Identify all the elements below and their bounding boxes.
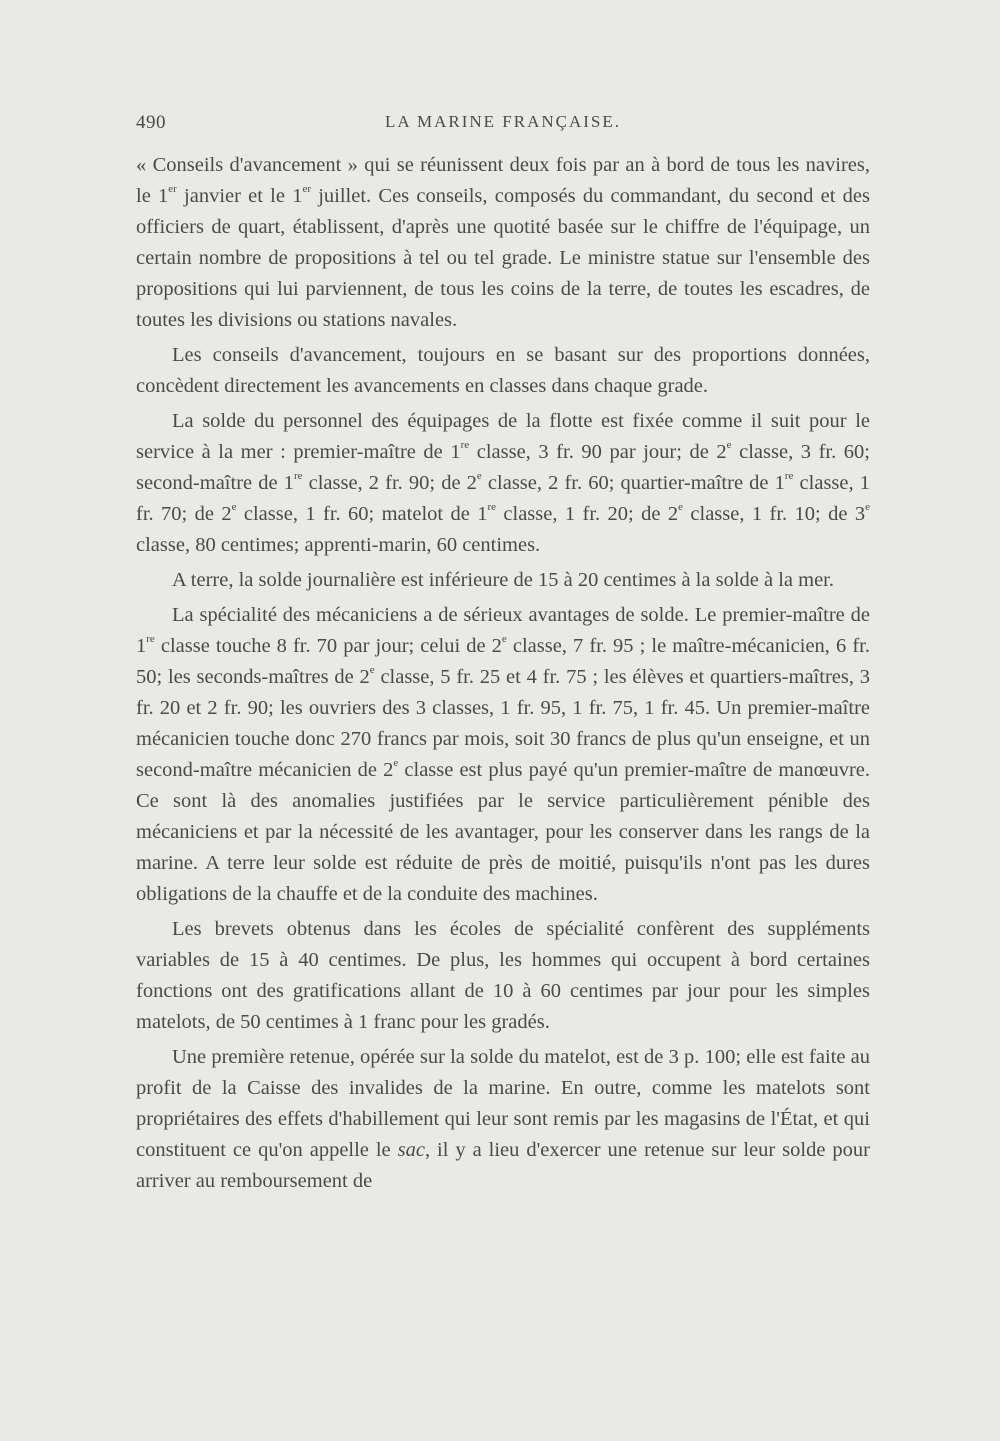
paragraph-1: « Conseils d'avancement » qui se réunissent deux fois par an à bord de tous les navires, le 1er janvier et le 1er juillet. Ces conseils, composés du commandant, du second et des officiers de quart, établissent, d'après une quotité basée sur le chiffre de l'équipage, un certain nombre de propositions à tel ou tel grade. Le ministre statue sur l'ensemble des propositions qui lui parviennent, de tous les coins de la terre, de toutes les escadres, de toutes les divisions ou stations navales.: [136, 154, 870, 331]
paragraph-3: La solde du personnel des équipages de la flotte est fixée comme il suit pour le service à la mer : premier-maître de 1re classe, 3 fr. 90 par jour; de 2e classe, 3 fr. 60; second-maître de 1re classe, 2 fr. 90; de 2e classe, 2 fr. 60; quartier-maître de 1re classe, 1 fr. 70; de 2e classe, 1 fr. 60; matelot de 1re classe, 1 fr. 20; de 2e classe, 1 fr. 10; de 3e classe, 80 centimes; apprenti-marin, 60 centimes.: [136, 410, 871, 556]
running-title: LA MARINE FRANÇAISE.: [385, 112, 621, 131]
paragraph-2: Les conseils d'avancement, toujours en se basant sur des proportions données, concèdent directement les avancements en classes dans chaque grade.: [136, 344, 870, 397]
paragraph-7: Une première retenue, opérée sur la solde du matelot, est de 3 p. 100; elle est faite au profit de la Caisse des invalides de la marine. En outre, comme les matelots sont propriétaires des effets d'habillement qui leur sont remis par les magasins de l'État, et qui constituent ce qu'on appelle le sac, il y a lieu d'exercer une retenue sur leur solde pour arriver au remboursement de: [136, 1046, 870, 1192]
paragraph-4: A terre, la solde journalière est inférieure de 15 à 20 centimes à la solde à la mer.: [172, 569, 834, 591]
page-header: [136, 112, 870, 138]
paragraph-5: La spécialité des mécaniciens a de sérieux avantages de solde. Le premier-maître de 1re classe touche 8 fr. 70 par jour; celui de 2e classe, 7 fr. 95 ; le maître-mécanicien, 6 fr. 50; les seconds-maîtres de 2e classe, 5 fr. 25 et 4 fr. 75 ; les élèves et quartiers-maîtres, 3 fr. 20 et 2 fr. 90; les ouvriers des 3 classes, 1 fr. 95, 1 fr. 75, 1 fr. 45. Un premier-maître mécanicien touche donc 270 francs par mois, soit 30 francs de plus qu'un enseigne, et un second-maître mécanicien de 2e classe est plus payé qu'un premier-maître de manœuvre. Ce sont là des anomalies justifiées par le service particulièrement pénible des mécaniciens et par la nécessité de les avantager, pour les conserver dans les rangs de la marine. A terre leur solde est réduite de près de moitié, puisqu'ils n'ont pas les dures obligations de la chauffe et de la conduite des machines.: [136, 604, 870, 905]
page-number: 490: [136, 112, 166, 133]
paragraph-6: Les brevets obtenus dans les écoles de spécialité confèrent des suppléments variables de 15 à 40 centimes. De plus, les hommes qui occupent à bord certaines fonctions ont des gratifications allant de 10 à 60 centimes par jour pour les simples matelots, de 50 centimes à 1 franc pour les gradés.: [136, 918, 870, 1033]
body-text: [136, 150, 870, 1201]
